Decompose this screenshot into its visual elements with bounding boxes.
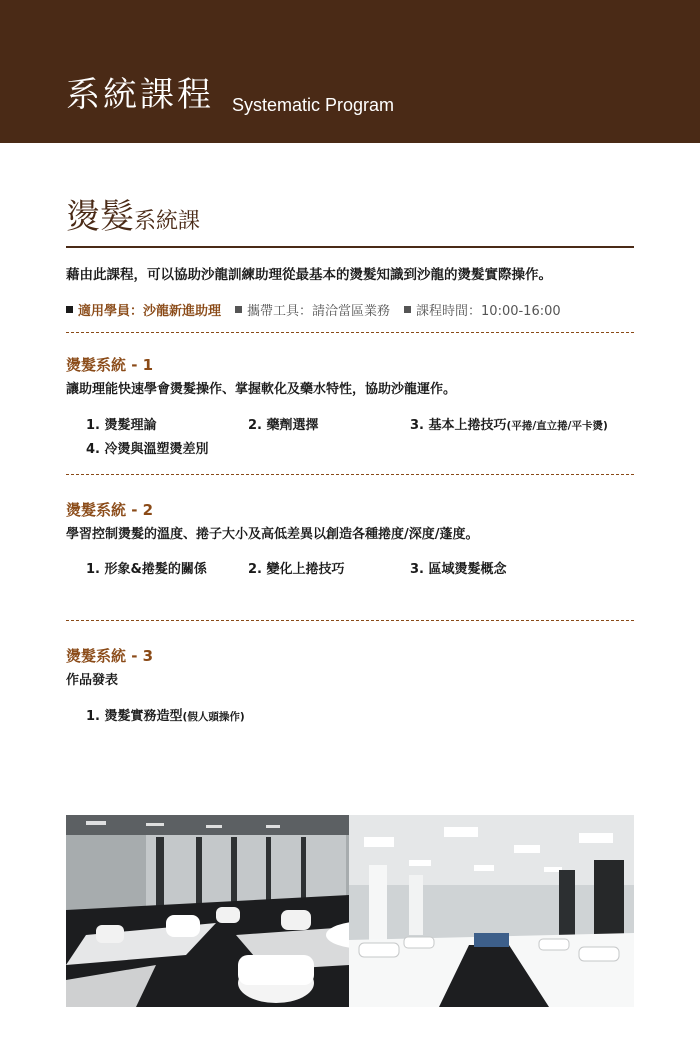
course-intro: 藉由此課程，可以協助沙龍訓練助理從最基本的燙髮知識到沙龍的燙髮實際操作。 xyxy=(66,267,552,283)
section-3-desc: 作品發表 xyxy=(66,673,119,688)
section-divider xyxy=(66,332,634,333)
header-banner xyxy=(0,0,700,143)
meta-time: 課程時間：10:00-16:00 xyxy=(404,300,561,319)
meta-target: 適用學員：沙龍新進助理 xyxy=(66,300,221,319)
section-2-item: 1. 形象&捲髮的關係 xyxy=(86,562,207,577)
section-2-item: 3. 區域燙髮概念 xyxy=(410,562,507,577)
section-3-title: 燙髮系統 - 3 xyxy=(66,647,154,665)
section-1-item: 1. 燙髮理論 xyxy=(86,418,157,433)
item-note: (假人頭操作) xyxy=(182,711,245,723)
section-2-desc: 學習控制燙髮的溫度、捲子大小及高低差異以創造各種捲度/深度/蓬度。 xyxy=(66,527,479,542)
section-1-item: 2. 藥劑選擇 xyxy=(248,418,319,433)
square-bullet-icon xyxy=(66,306,73,313)
salon-interior-bright-image xyxy=(349,815,634,1007)
square-bullet-icon xyxy=(235,306,242,313)
item-note: (平捲/直立捲/平卡燙) xyxy=(506,420,608,432)
section-divider xyxy=(66,474,634,475)
course-title xyxy=(66,197,201,237)
section-2-item: 2. 變化上捲技巧 xyxy=(248,562,345,577)
square-bullet-icon xyxy=(404,306,411,313)
section-2-title: 燙髮系統 - 2 xyxy=(66,501,154,519)
title-divider xyxy=(66,246,634,248)
salon-photo-left xyxy=(66,815,349,1007)
section-1-item: 4. 冷燙與溫塑燙差別 xyxy=(86,442,209,457)
page-title: 系統課程 xyxy=(66,75,214,115)
meta-tools: 攜帶工具：請洽當區業務 xyxy=(235,300,390,319)
section-divider xyxy=(66,620,634,621)
course-title-main: 燙髮 xyxy=(66,197,134,237)
course-title-suffix: 系統課 xyxy=(134,209,201,234)
section-1-item: 3. 基本上捲技巧(平捲/直立捲/平卡燙) xyxy=(410,418,608,433)
salon-photos xyxy=(66,815,634,1007)
salon-photo-right xyxy=(349,815,634,1007)
section-1-title: 燙髮系統 - 1 xyxy=(66,356,154,374)
salon-interior-dark-image xyxy=(66,815,349,1007)
section-1-desc: 讓助理能快速學會燙髮操作、掌握軟化及藥水特性，協助沙龍運作。 xyxy=(66,382,457,397)
section-3-item: 1. 燙髮實務造型(假人頭操作) xyxy=(86,709,245,724)
course-meta xyxy=(66,300,575,319)
page-subtitle: Systematic Program xyxy=(232,95,395,115)
